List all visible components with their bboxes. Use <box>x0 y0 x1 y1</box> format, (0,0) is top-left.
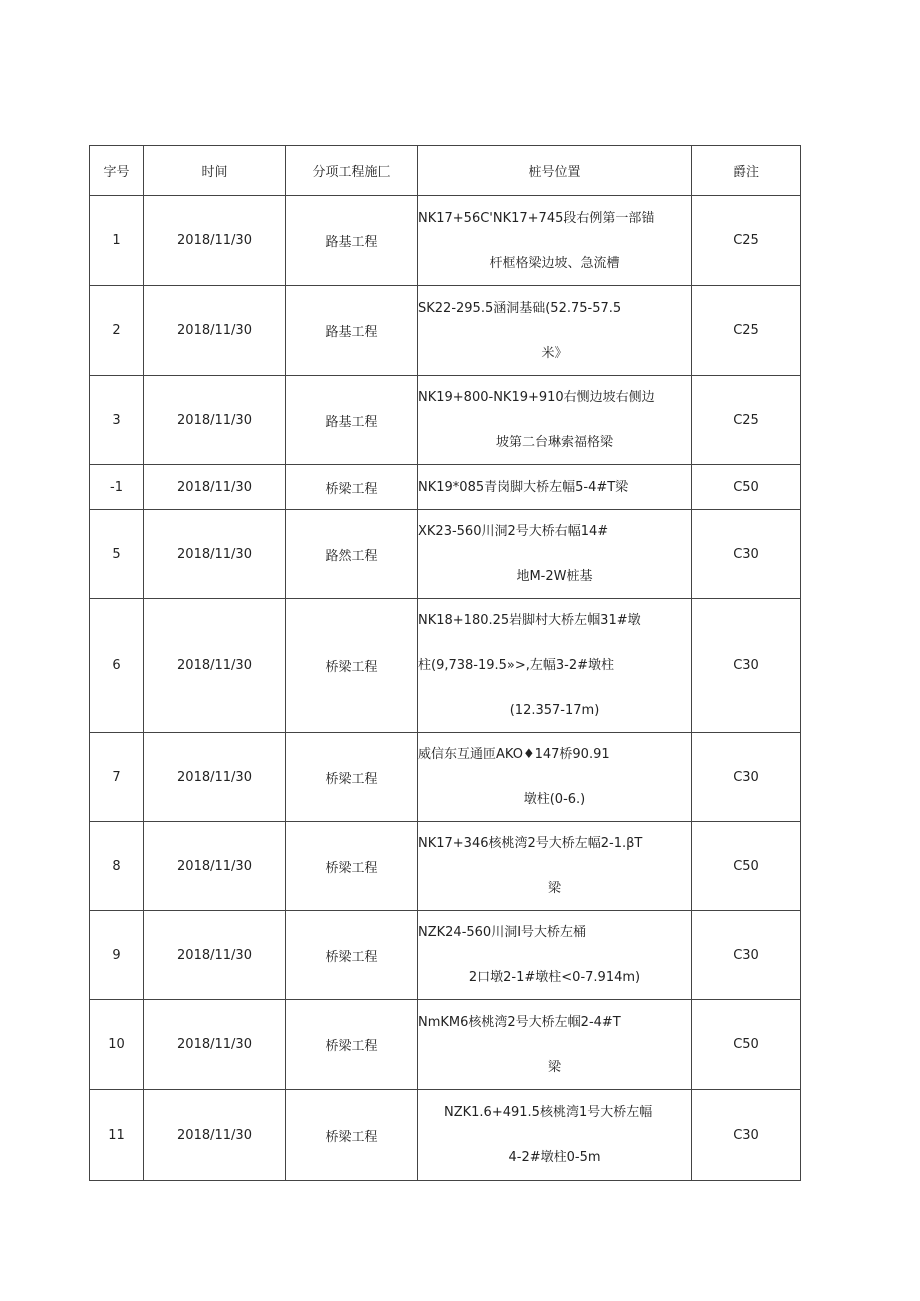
row-seq: 1 <box>90 196 144 286</box>
row-location <box>418 286 692 376</box>
table-row <box>90 733 801 822</box>
location-line-1: NK19*085青岗脚大桥左幅5-4#T梁 <box>418 479 629 495</box>
location-line-2: 墩柱(0-6.) <box>523 792 586 807</box>
row-remark: C30 <box>692 911 801 1000</box>
row-date: 2018/11/30 <box>144 510 286 599</box>
table-row <box>90 286 801 376</box>
location-line-2: 杆框格梁边坡、急流槽 <box>489 255 620 271</box>
location-line-2: 4-2#墩柱0-5m <box>508 1150 601 1165</box>
location-line-2: 2口墩2-1#墩柱<0-7.914m) <box>468 970 641 985</box>
row-item: 桥梁工程 <box>286 1090 418 1181</box>
row-date: 2018/11/30 <box>144 465 286 510</box>
header-date: 时间 <box>144 146 286 196</box>
row-seq: 6 <box>90 599 144 733</box>
row-location <box>418 599 692 733</box>
location-line-1: XK23-560川洞2号大桥右幅14# <box>418 524 609 539</box>
location-line-3: (12.357-17m) <box>509 703 600 718</box>
row-date: 2018/11/30 <box>144 376 286 465</box>
row-item: 路基工程 <box>286 286 418 376</box>
row-remark: C25 <box>692 376 801 465</box>
location-line-2: 梁 <box>548 1059 562 1075</box>
row-seq: 9 <box>90 911 144 1000</box>
row-item: 桥梁工程 <box>286 822 418 911</box>
header-item: 分项工程施匚 <box>286 146 418 196</box>
row-date: 2018/11/30 <box>144 911 286 1000</box>
table-row <box>90 465 801 510</box>
table-row <box>90 1000 801 1090</box>
location-line-2: 地M-2W桩基 <box>516 569 593 584</box>
row-remark: C25 <box>692 286 801 376</box>
row-remark: C25 <box>692 196 801 286</box>
location-line-1: NK18+180.25岩脚村大桥左帼31#墩 <box>418 613 641 628</box>
location-line-2: 米》 <box>541 345 568 361</box>
row-remark: C50 <box>692 822 801 911</box>
table-row <box>90 599 801 733</box>
row-location <box>418 733 692 822</box>
location-line-1: 威信东互通匝AKO♦147桥90.91 <box>418 747 610 762</box>
header-seq: 字号 <box>90 146 144 196</box>
location-line-2: 柱(9,738-19.5»>,左幅3-2#墩柱 <box>418 658 615 673</box>
location-line-1: NZK1.6+491.5核桃湾1号大桥左幅 <box>444 1105 653 1120</box>
table-row <box>90 911 801 1000</box>
header-location: 桩号位置 <box>418 146 692 196</box>
location-line-1: NK19+800-NK19+910右恻边坡右侧边 <box>418 390 655 405</box>
row-seq: -1 <box>90 465 144 510</box>
row-item: 桥梁工程 <box>286 911 418 1000</box>
location-line-1: NK17+56C'NK17+745段右例第一部锚 <box>418 210 655 226</box>
row-seq: 2 <box>90 286 144 376</box>
row-seq: 3 <box>90 376 144 465</box>
row-remark: C30 <box>692 510 801 599</box>
table-row <box>90 196 801 286</box>
row-item: 路基工程 <box>286 376 418 465</box>
table-row <box>90 510 801 599</box>
row-location <box>418 1090 692 1181</box>
row-location <box>418 465 692 510</box>
row-location <box>418 510 692 599</box>
table-row <box>90 1090 801 1181</box>
row-date: 2018/11/30 <box>144 286 286 376</box>
row-remark: C30 <box>692 599 801 733</box>
row-remark: C50 <box>692 1000 801 1090</box>
header-remark: 爵注 <box>692 146 801 196</box>
location-line-1: SK22-295.5涵洞基础(52.75-57.5 <box>418 300 622 316</box>
construction-log-table <box>89 145 801 1181</box>
row-seq: 7 <box>90 733 144 822</box>
row-date: 2018/11/30 <box>144 822 286 911</box>
row-seq: 10 <box>90 1000 144 1090</box>
table-row <box>90 822 801 911</box>
location-line-2: 坡第二台琳索福格梁 <box>495 435 613 450</box>
location-line-1: NK17+346核桃湾2号大桥左幅2-1.βT <box>418 836 643 851</box>
row-item: 桥梁工程 <box>286 465 418 510</box>
table-row <box>90 376 801 465</box>
row-location <box>418 1000 692 1090</box>
row-seq: 8 <box>90 822 144 911</box>
row-location <box>418 822 692 911</box>
row-location <box>418 911 692 1000</box>
header-row <box>90 146 801 196</box>
row-location <box>418 376 692 465</box>
row-item: 路基工程 <box>286 196 418 286</box>
row-location <box>418 196 692 286</box>
row-item: 桥梁工程 <box>286 733 418 822</box>
location-line-1: NmKM6核桃湾2号大桥左帼2-4#T <box>418 1014 621 1030</box>
row-date: 2018/11/30 <box>144 1090 286 1181</box>
row-item: 路然工程 <box>286 510 418 599</box>
location-line-1: NZK24-560川洞I号大桥左桶 <box>418 925 587 940</box>
row-date: 2018/11/30 <box>144 733 286 822</box>
row-date: 2018/11/30 <box>144 196 286 286</box>
row-seq: 5 <box>90 510 144 599</box>
row-date: 2018/11/30 <box>144 599 286 733</box>
row-item: 桥梁工程 <box>286 1000 418 1090</box>
row-remark: C50 <box>692 465 801 510</box>
row-seq: 11 <box>90 1090 144 1181</box>
row-remark: C30 <box>692 1090 801 1181</box>
location-line-2: 梁 <box>548 881 562 896</box>
row-remark: C30 <box>692 733 801 822</box>
row-item: 桥梁工程 <box>286 599 418 733</box>
row-date: 2018/11/30 <box>144 1000 286 1090</box>
